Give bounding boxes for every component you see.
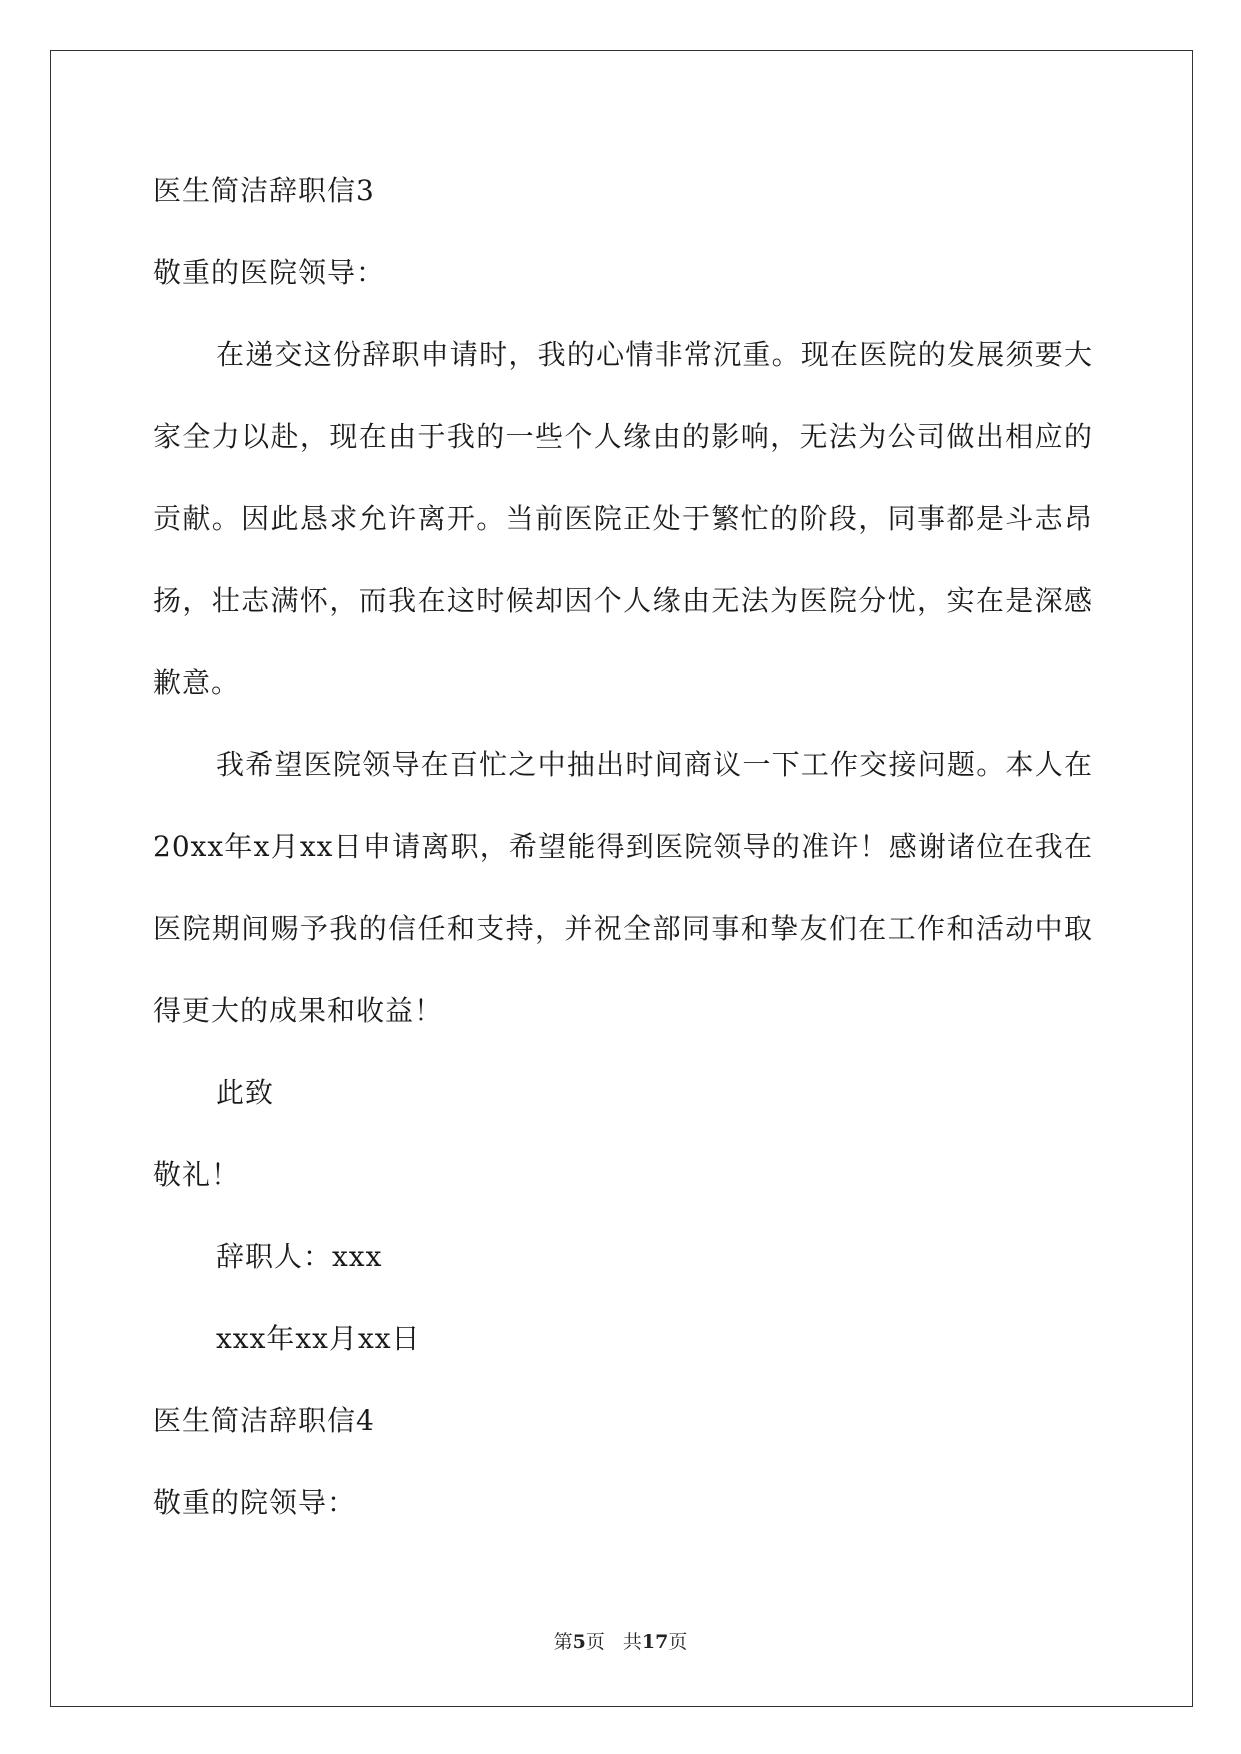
letter-3-signer: 辞职人：xxx — [216, 1240, 383, 1273]
letter-4-title: 医生简洁辞职信4 — [153, 1404, 375, 1437]
footer-page-number: 5 — [572, 1631, 586, 1653]
letter-3-paragraph-2: 我希望医院领导在百忙之中抽出时间商议一下工作交接问题。本人在20xx年x月xx日申请离职，希望能得到医院领导的准许！感谢诸位在我在医院期间赐予我的信任和支持，并祝全部同事和挚友们在工作和活动中取得更大的成果和收益！ — [153, 748, 1093, 1027]
footer-page-suffix: 页 — [585, 1631, 605, 1653]
letter-4-salutation: 敬重的院领导： — [153, 1486, 357, 1519]
letter-3-regards: 敬礼！ — [153, 1158, 241, 1191]
letter-3-title: 医生简洁辞职信3 — [153, 174, 375, 207]
letter-3-salutation: 敬重的医院领导： — [153, 256, 386, 289]
footer-total-prefix: 共 — [622, 1631, 642, 1653]
footer-total-pages: 17 — [641, 1631, 669, 1653]
document-body — [153, 150, 1093, 1544]
letter-3-paragraph-1: 在递交这份辞职申请时，我的心情非常沉重。现在医院的发展须要大家全力以赴，现在由于我的一些个人缘由的影响，无法为公司做出相应的贡献。因此恳求允许离开。当前医院正处于繁忙的阶段，同事都是斗志昂扬，壮志满怀，而我在这时候却因个人缘由无法为医院分忧，实在是深感歉意。 — [153, 338, 1093, 699]
footer-prefix: 第 — [553, 1631, 573, 1653]
letter-3-date: xxx年xx月xx日 — [216, 1322, 421, 1355]
footer-total-suffix: 页 — [668, 1631, 688, 1653]
page-footer — [0, 1630, 1241, 1654]
letter-3-closing: 此致 — [216, 1076, 275, 1109]
